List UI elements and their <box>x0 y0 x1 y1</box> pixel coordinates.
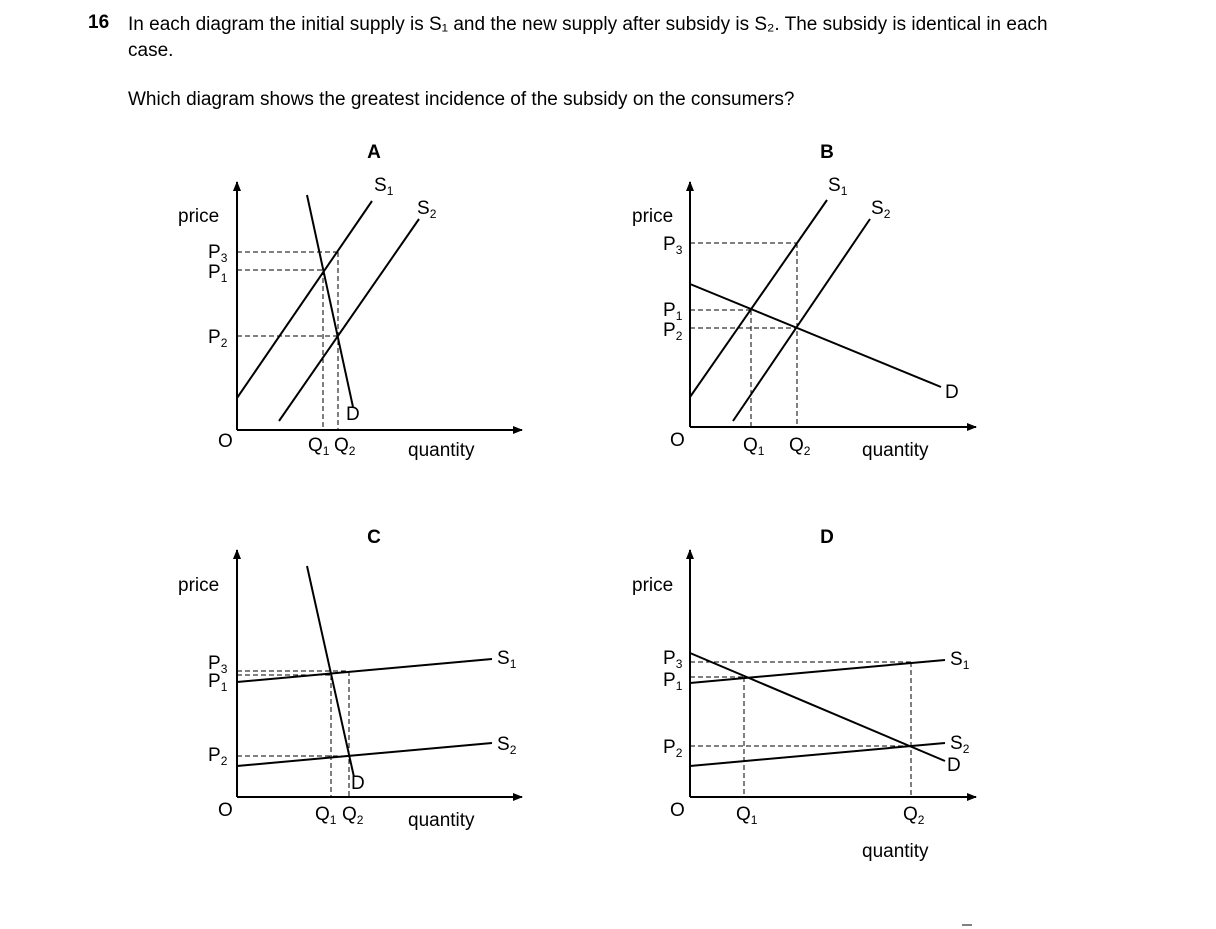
diagram-b-s2-curve <box>733 219 870 421</box>
diagram-d-origin-label: O <box>670 800 685 821</box>
question-text: In each diagram the initial supply is S₁ and the new supply after subsidy is S₂. The subsidy is identical in each case. <box>128 14 1048 61</box>
diagram-c-s1-curve <box>237 659 492 682</box>
diagram-b-p2-label: $P_2$ <box>663 320 683 343</box>
diagram-d-title: D <box>820 527 834 548</box>
diagram-b-price-label: price <box>632 206 674 227</box>
diagram-b-s1-label: $S_1$ <box>828 175 848 198</box>
diagram-c <box>178 527 522 831</box>
diagram-b-p3-label: $P_3$ <box>663 234 683 257</box>
diagram-c-title: C <box>367 527 381 548</box>
diagram-d-d-label: D <box>947 755 961 776</box>
diagram-a-origin-label: O <box>218 431 233 452</box>
diagram-a-quantity-label: quantity <box>408 440 475 461</box>
diagram-c-quantity-label: quantity <box>408 810 475 831</box>
diagram-c-p3-label: $P_3$ <box>208 653 228 676</box>
question-prompt: Which diagram shows the greatest incidence of the subsidy on the consumers? <box>128 89 795 110</box>
diagram-b-q1-label: $Q_1$ <box>743 435 765 458</box>
diagram-d-p3-label: $P_3$ <box>663 648 683 671</box>
diagram-c-p2-label: $P_2$ <box>208 745 228 768</box>
diagram-a-s2-label: $S_2$ <box>417 198 437 221</box>
diagram-b-s1-curve <box>690 200 827 397</box>
diagram-c-s1-label: $S_1$ <box>497 648 517 671</box>
diagram-b-p1-label: $P_1$ <box>663 300 683 323</box>
diagram-d-q2-label: $Q_2$ <box>903 804 925 827</box>
diagram-d-s2-label: $S_2$ <box>950 733 970 756</box>
diagram-d-p1-label: $P_1$ <box>663 670 683 693</box>
diagram-d-quantity-label: quantity <box>862 841 929 862</box>
diagram-d <box>632 527 976 862</box>
diagram-a <box>178 142 522 461</box>
diagram-a-price-label: price <box>178 206 220 227</box>
diagram-c-q2-label: $Q_2$ <box>342 804 364 827</box>
diagram-d-s1-label: $S_1$ <box>950 649 970 672</box>
diagram-b-s2-label: $S_2$ <box>871 198 891 221</box>
diagram-a-p1-label: $P_1$ <box>208 262 228 285</box>
diagram-a-q1-label: $Q_1$ <box>308 435 330 458</box>
diagram-b-title: B <box>820 142 834 163</box>
diagram-a-s1-label: $S_1$ <box>374 175 394 198</box>
diagram-c-origin-label: O <box>218 800 233 821</box>
diagram-a-q2-label: $Q_2$ <box>334 435 356 458</box>
diagram-b-quantity-label: quantity <box>862 440 929 461</box>
diagram-a-title: A <box>367 142 381 163</box>
diagram-b-origin-label: O <box>670 430 685 451</box>
diagram-c-p1-label: $P_1$ <box>208 671 228 694</box>
diagram-a-demand-curve <box>307 195 353 407</box>
diagram-b-d-label: D <box>945 382 959 403</box>
diagram-c-s2-curve <box>237 743 492 766</box>
diagram-a-s1-curve <box>237 201 372 398</box>
diagram-c-q1-label: $Q_1$ <box>315 804 337 827</box>
diagram-a-d-label: D <box>346 404 360 425</box>
diagram-c-d-label: D <box>351 773 365 794</box>
diagram-b-q2-label: $Q_2$ <box>789 435 811 458</box>
diagram-a-p2-label: $P_2$ <box>208 327 228 350</box>
diagram-b <box>632 142 976 461</box>
question-number: 16 <box>88 12 110 33</box>
diagram-d-s2-curve <box>690 743 945 766</box>
diagram-d-price-label: price <box>632 575 674 596</box>
diagram-a-p3-label: $P_3$ <box>208 242 228 265</box>
diagram-d-q1-label: $Q_1$ <box>736 804 758 827</box>
diagram-c-price-label: price <box>178 575 220 596</box>
diagram-c-s2-label: $S_2$ <box>497 734 517 757</box>
diagram-d-s1-curve <box>690 660 945 683</box>
diagram-d-p2-label: $P_2$ <box>663 737 683 760</box>
diagram-d-demand-curve <box>690 653 945 761</box>
